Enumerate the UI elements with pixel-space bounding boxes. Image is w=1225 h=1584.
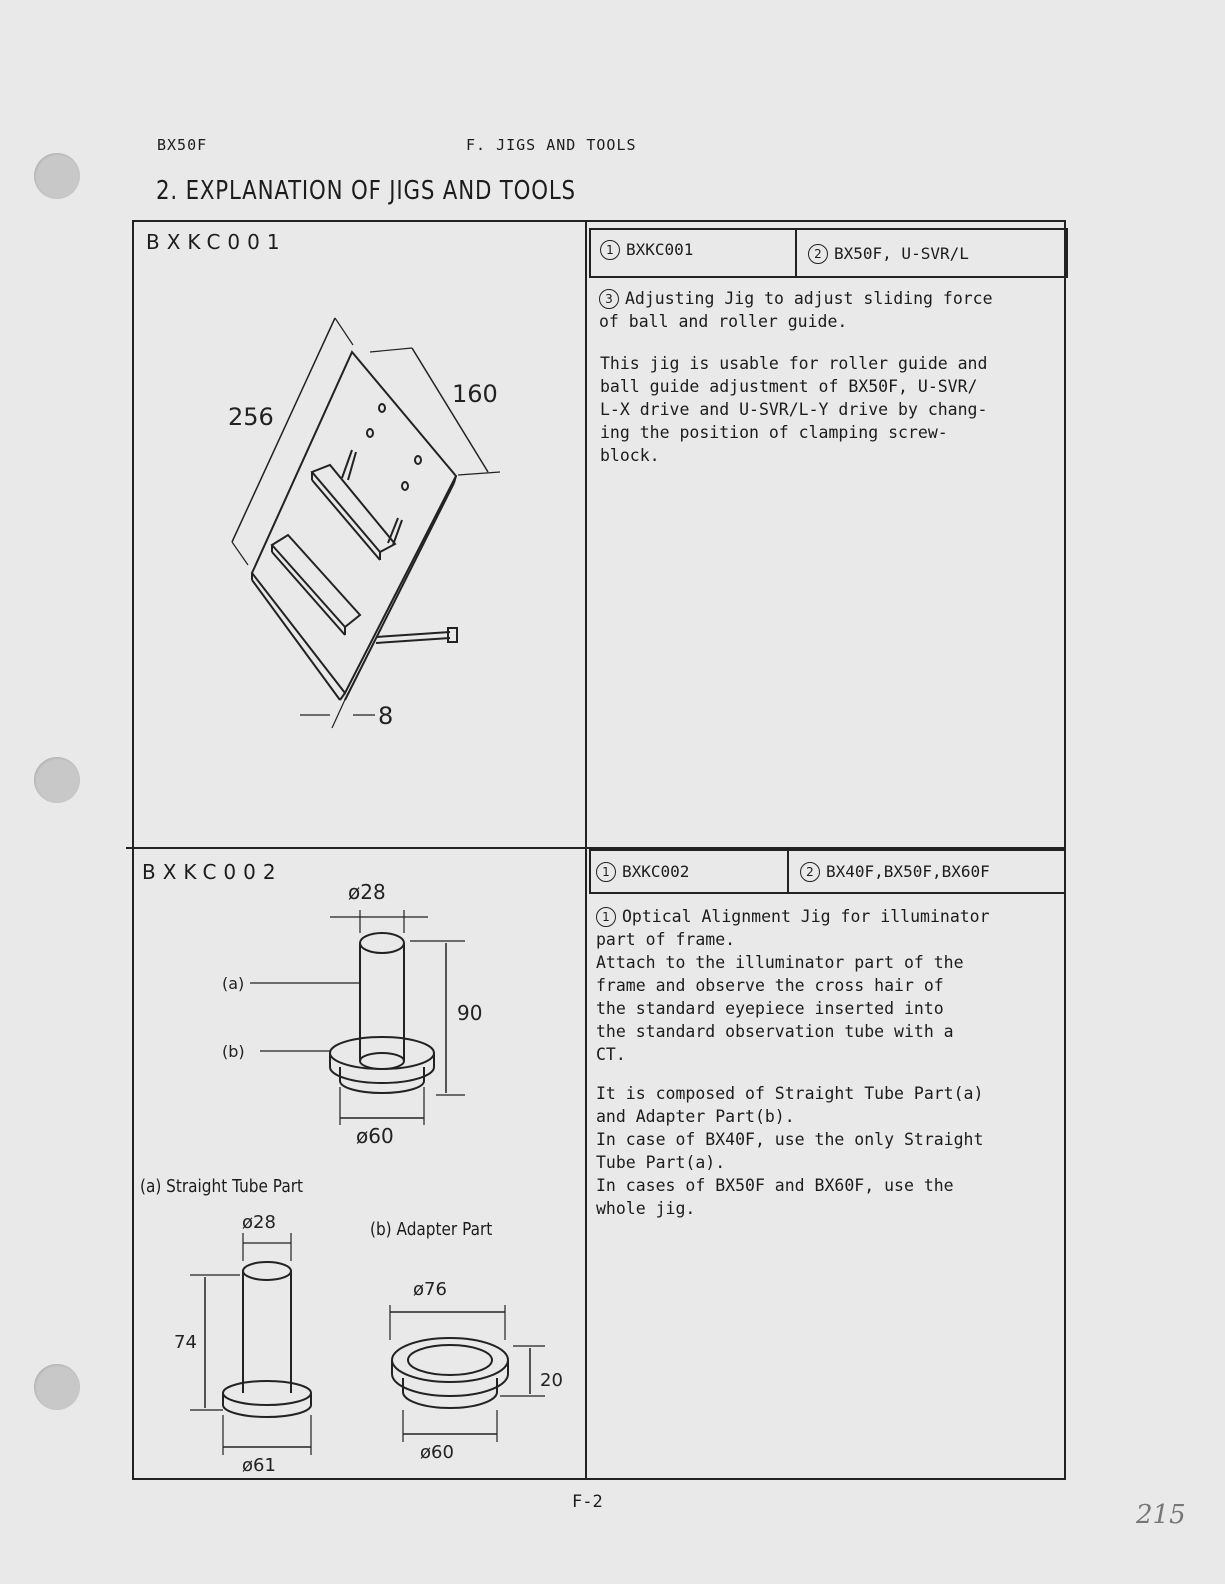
tube-dim-d28: ø28 bbox=[242, 1212, 276, 1233]
circled-number: 2 bbox=[800, 862, 820, 882]
jig1-info-split bbox=[795, 228, 797, 278]
adapter-dim-d76: ø76 bbox=[413, 1279, 447, 1300]
jig2-description-text: Optical Alignment Jig for illuminator part of frame. Attach to the illuminator part of the frame and observe the cross hair of the standard eyepiece inserted into the standard observation tube with a CT. bbox=[596, 907, 990, 1064]
binder-hole bbox=[34, 153, 80, 199]
jig1-dim-thickness: 8 bbox=[378, 702, 394, 730]
jig1-body: This jig is usable for roller guide and ball guide adjustment of BX50F, U-SVR/ L-X drive and U-SVR/L-Y drive by chang- ing the position of clamping screw- block. bbox=[600, 354, 988, 465]
jig1-description bbox=[599, 287, 993, 333]
jig2-dim-d28: ø28 bbox=[348, 880, 386, 904]
jig2-label-a: (a) bbox=[222, 974, 245, 993]
circled-number: 1 bbox=[600, 240, 620, 260]
caption-adapter: (b) Adapter Part bbox=[370, 1219, 493, 1240]
jig1-dim-length: 256 bbox=[228, 403, 274, 431]
binder-hole bbox=[34, 1364, 80, 1410]
circled-number: 1 bbox=[596, 862, 616, 882]
binder-hole bbox=[34, 757, 80, 803]
jig1-field1-value: BXKC001 bbox=[626, 240, 694, 259]
tube-dim-d61: ø61 bbox=[242, 1455, 276, 1476]
jig2-label-b: (b) bbox=[222, 1042, 245, 1061]
jig1-field1 bbox=[600, 240, 693, 260]
adapter-dim-h20: 20 bbox=[540, 1370, 563, 1391]
header-model: BX50F bbox=[157, 136, 208, 154]
jig1-field2-value: BX50F, U-SVR/L bbox=[834, 244, 969, 263]
jig2-field1-value: BXKC002 bbox=[622, 862, 690, 881]
handwritten-page-number: 215 bbox=[1136, 1500, 1186, 1530]
adapter-dim-d60: ø60 bbox=[420, 1442, 454, 1463]
jig1-field2 bbox=[808, 244, 969, 264]
tube-dim-h74: 74 bbox=[174, 1332, 197, 1353]
footer-page-label: F-2 bbox=[572, 1492, 603, 1512]
jig1-dim-width: 160 bbox=[452, 380, 498, 408]
jig1-description-text: Adjusting Jig to adjust sliding force of ball and roller guide. bbox=[599, 289, 993, 331]
jig2-body: It is composed of Straight Tube Part(a) and Adapter Part(b). In case of BX40F, use the only Straight Tube Part(a). In cases of BX50F and BX60F, use the whole jig. bbox=[596, 1084, 984, 1218]
jig2-assembly-drawing bbox=[210, 875, 510, 1155]
caption-straight-tube: (a) Straight Tube Part bbox=[140, 1176, 304, 1197]
jig2-info-split bbox=[787, 849, 789, 894]
straight-tube-drawing bbox=[160, 1205, 340, 1480]
jig2-dim-h90: 90 bbox=[457, 1001, 483, 1025]
jig1-clamp-block bbox=[312, 465, 395, 552]
jig2-code: BXKC002 bbox=[142, 860, 283, 884]
table-divider-vertical bbox=[585, 222, 587, 1479]
circled-number: 3 bbox=[599, 289, 619, 309]
jig2-dim-d60: ø60 bbox=[356, 1124, 394, 1148]
jig2-field1 bbox=[596, 862, 689, 882]
jig2-field2 bbox=[800, 862, 990, 882]
jig2-field2-value: BX40F,BX50F,BX60F bbox=[826, 862, 990, 881]
header-section: F. JIGS AND TOOLS bbox=[466, 136, 637, 154]
jig1-drawing bbox=[200, 300, 530, 740]
jig2-description bbox=[596, 905, 990, 1066]
jig1-code: BXKC001 bbox=[146, 230, 287, 254]
adapter-drawing bbox=[375, 1270, 575, 1475]
page-title: 2. EXPLANATION OF JIGS AND TOOLS bbox=[156, 176, 576, 206]
circled-number: 1 bbox=[596, 907, 616, 927]
circled-number: 2 bbox=[808, 244, 828, 264]
jig1-block bbox=[272, 535, 360, 627]
